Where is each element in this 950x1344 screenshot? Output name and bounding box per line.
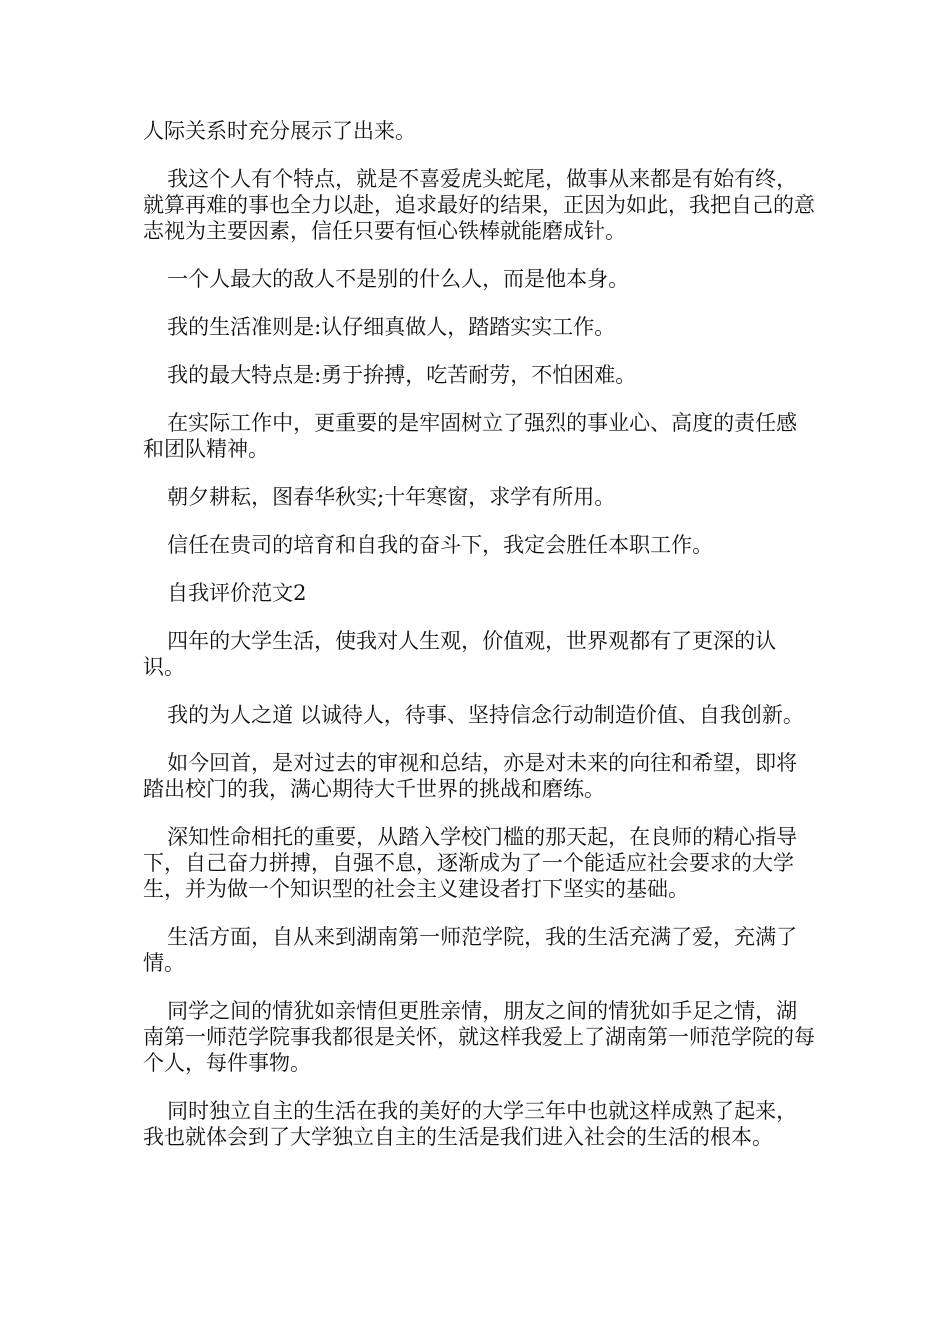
paragraph-friendship: 同学之间的情犹如亲情但更胜亲情，朋友之间的情犹如手足之情，湖南第一师范学院事我都很是关怀，就这样我爱上了湖南第一师范学院的每个人，每件事物。 bbox=[143, 999, 815, 1075]
paragraph-personal-trait: 我这个人有个特点，就是不喜爱虎头蛇尾，做事从来都是有始有终，就算再难的事也全力以赴，追求最好的结果，正因为如此，我把自己的意志视为主要因素，信任只要有恒心铁棒就能磨成针。 bbox=[143, 167, 815, 243]
paragraph-greatest-enemy: 一个人最大的敌人不是别的什么人，而是他本身。 bbox=[167, 267, 630, 291]
paragraph-university-life: 四年的大学生活，使我对人生观，价值观，世界观都有了更深的认识。 bbox=[143, 629, 777, 679]
paragraph-work-spirit: 在实际工作中，更重要的是牢固树立了强烈的事业心、高度的责任感和团队精神。 bbox=[143, 411, 798, 461]
paragraph-life-aspect: 生活方面，自从来到湖南第一师范学院，我的生活充满了爱，充满了情。 bbox=[143, 925, 798, 975]
paragraph-growth: 深知性命相托的重要，从踏入学校门槛的那天起，在良师的精心指导下，自己奋力拼搏，自强不息，逐渐成为了一个能适应社会要求的大学生，并为做一个知识型的社会主义建设者打下坚实的基础。 bbox=[143, 825, 798, 901]
paragraph-way-of-life: 我的为人之道 以诚待人，待事、坚持信念行动制造价值、自我创新。 bbox=[167, 703, 804, 727]
paragraph-looking-back: 如今回首，是对过去的审视和总结，亦是对未来的向往和希望，即将踏出校门的我，满心期待大千世界的挑战和磨练。 bbox=[143, 751, 798, 801]
paragraph-life-principle: 我的生活准则是:认仔细真做人，踏踏实实工作。 bbox=[167, 315, 616, 339]
document-page bbox=[143, 118, 815, 1172]
paragraph-continuation: 人际关系时充分展示了出来。 bbox=[143, 119, 416, 143]
paragraph-biggest-trait: 我的最大特点是:勇于拚搏，吃苦耐劳，不怕困难。 bbox=[167, 363, 637, 387]
paragraph-study-hard: 朝夕耕耘，图春华秋实;十年寒窗，求学有所用。 bbox=[167, 485, 616, 509]
section-heading-sample-2: 自我评价范文2 bbox=[167, 581, 307, 605]
paragraph-independence: 同时独立自主的生活在我的美好的大学三年中也就这样成熟了起来，我也就体会到了大学独立自主的生活是我们进入社会的生活的根本。 bbox=[143, 1099, 798, 1149]
paragraph-confidence: 信任在贵司的培育和自我的奋斗下，我定会胜任本职工作。 bbox=[167, 533, 714, 557]
